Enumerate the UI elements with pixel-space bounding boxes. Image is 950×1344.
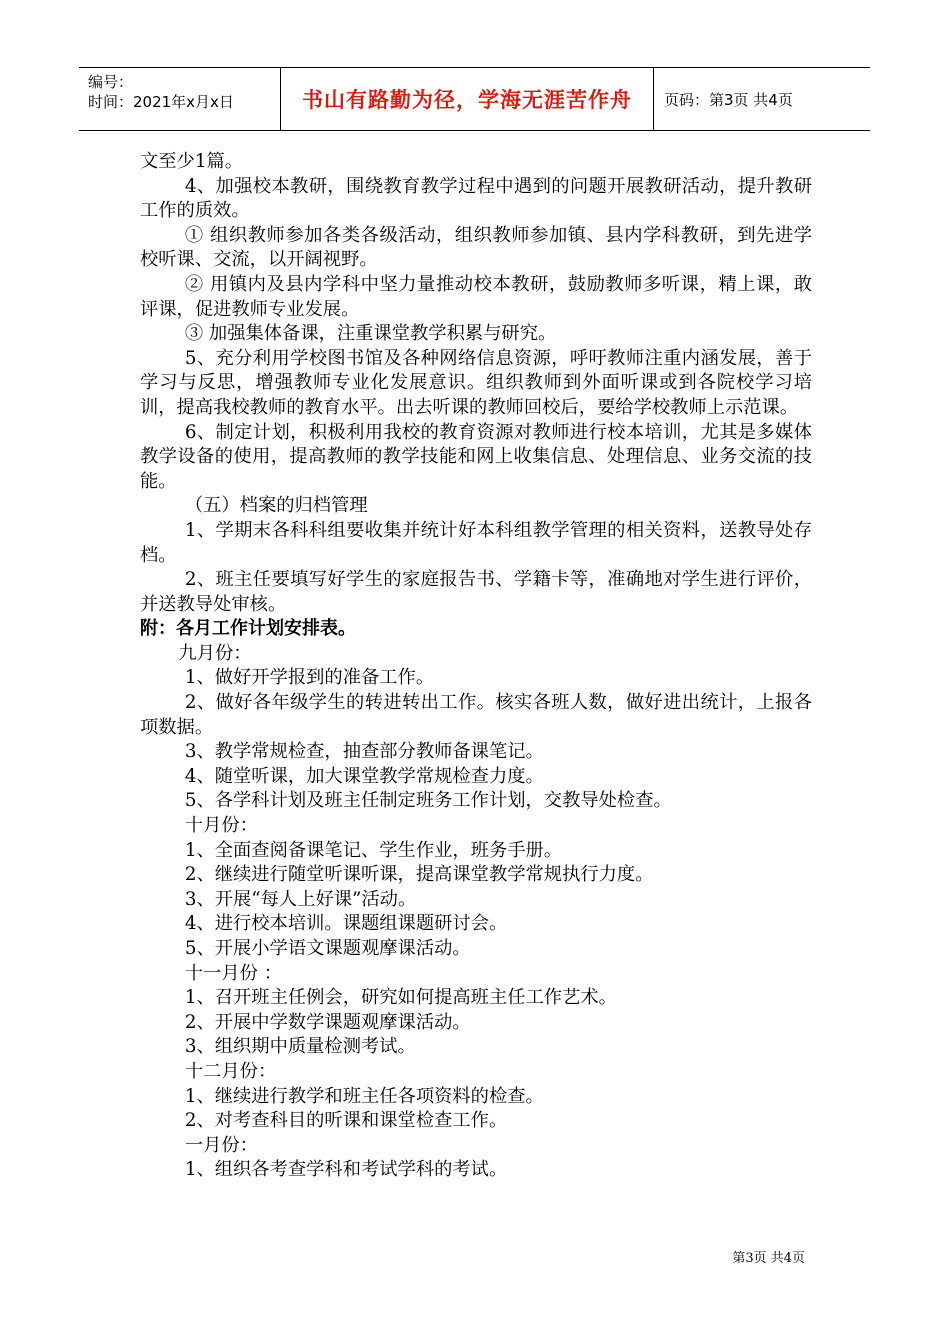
header-motto-cell [281,68,654,130]
paragraph: 1、全面查阅备课笔记、学生作业，班务手册。 [184,839,563,861]
paragraph: 十月份： [184,815,258,837]
document-body [140,150,812,1183]
paragraph: ② 用镇内及县内学科中坚力量推动校本教研，鼓励教师多听课，精上课，敢评课，促进教师专业发展。 [140,273,812,320]
paragraph: 1、组织各考查学科和考试学科的考试。 [184,1159,508,1181]
paragraph: ③ 加强集体备课，注重课堂教学积累与研究。 [184,323,557,345]
document-date: 时间：2021年x月x日 [88,93,234,111]
paragraph: 1、做好开学报到的准备工作。 [184,667,435,689]
page-header [79,67,870,131]
paragraph: 1、学期末各科科组要收集并统计好本科组教学管理的相关资料，送教导处存档。 [140,519,812,566]
paragraph: 4、加强校本教研，围绕教育教学过程中遇到的问题开展教研活动，提升教研工作的质效。 [140,175,812,222]
paragraph: 5、充分利用学校图书馆及各种网络信息资源，呼吁教师注重内涵发展，善于学习与反思，增强教师专业化发展意识。组织教师到外面听课或到各院校学习培训，提高我校教师的教育水平。出去听课的教师回校后，要给学校教师上示范课。 [140,347,812,418]
header-motto: 书山有路勤为径，学海无涯苦作舟 [302,88,632,112]
paragraph: 1、召开班主任例会，研究如何提高班主任工作艺术。 [184,987,617,1009]
paragraph: 十二月份： [184,1060,277,1082]
paragraph: 文至少1篇。 [140,151,244,172]
paragraph: 2、开展中学数学课题观摩课活动。 [184,1011,471,1033]
paragraph: 2、做好各年级学生的转进转出工作。核实各班人数，做好进出统计，上报各项数据。 [140,692,812,738]
paragraph: 2、继续进行随堂听课听课，提高课堂教学常规执行力度。 [184,864,654,886]
paragraph: 5、开展小学语文课题观摩课活动。 [184,938,471,959]
paragraph: ① 组织教师参加各类各级活动，组织教师参加镇、县内学科教研，到先进学校听课、交流，以开阔视野。 [140,224,812,271]
paragraph: 2、对考查科目的听课和课堂检查工作。 [184,1110,508,1132]
paragraph: 3、教学常规检查，抽查部分教师备课笔记。 [184,741,544,763]
paragraph: 九月份： [178,642,252,664]
paragraph: 2、班主任要填写好学生的家庭报告书、学籍卡等，准确地对学生进行评价，并送教导处审核。 [140,569,812,615]
paragraph: 6、制定计划，积极利用我校的教育资源对教师进行校本培训，尤其是多媒体教学设备的使用，提高教师的教学技能和网上收集信息、处理信息、业务交流的技能。 [140,421,812,492]
paragraph: （五）档案的归档管理 [184,495,368,517]
paragraph: 3、开展“每人上好课”活动。 [184,888,417,910]
paragraph: 3、组织期中质量检测考试。 [184,1036,416,1058]
page-footer: 第3页 共4页 [732,1251,805,1266]
paragraph: 1、继续进行教学和班主任各项资料的检查。 [184,1085,544,1107]
paragraph: 一月份： [184,1134,258,1156]
section-heading: 附：各月工作计划安排表。 [140,618,356,640]
paragraph: 4、随堂听课，加大课堂教学常规检查力度。 [184,765,544,787]
paragraph: 5、各学科计划及班主任制定班务工作计划，交教导处检查。 [184,790,672,812]
document-number-label: 编号： [88,73,134,91]
header-meta [79,68,281,130]
header-page-info: 页码：第3页 共4页 [664,90,793,109]
paragraph: 十一月份 ： [184,962,283,984]
paragraph: 4、进行校本培训。课题组课题研讨会。 [184,913,508,935]
